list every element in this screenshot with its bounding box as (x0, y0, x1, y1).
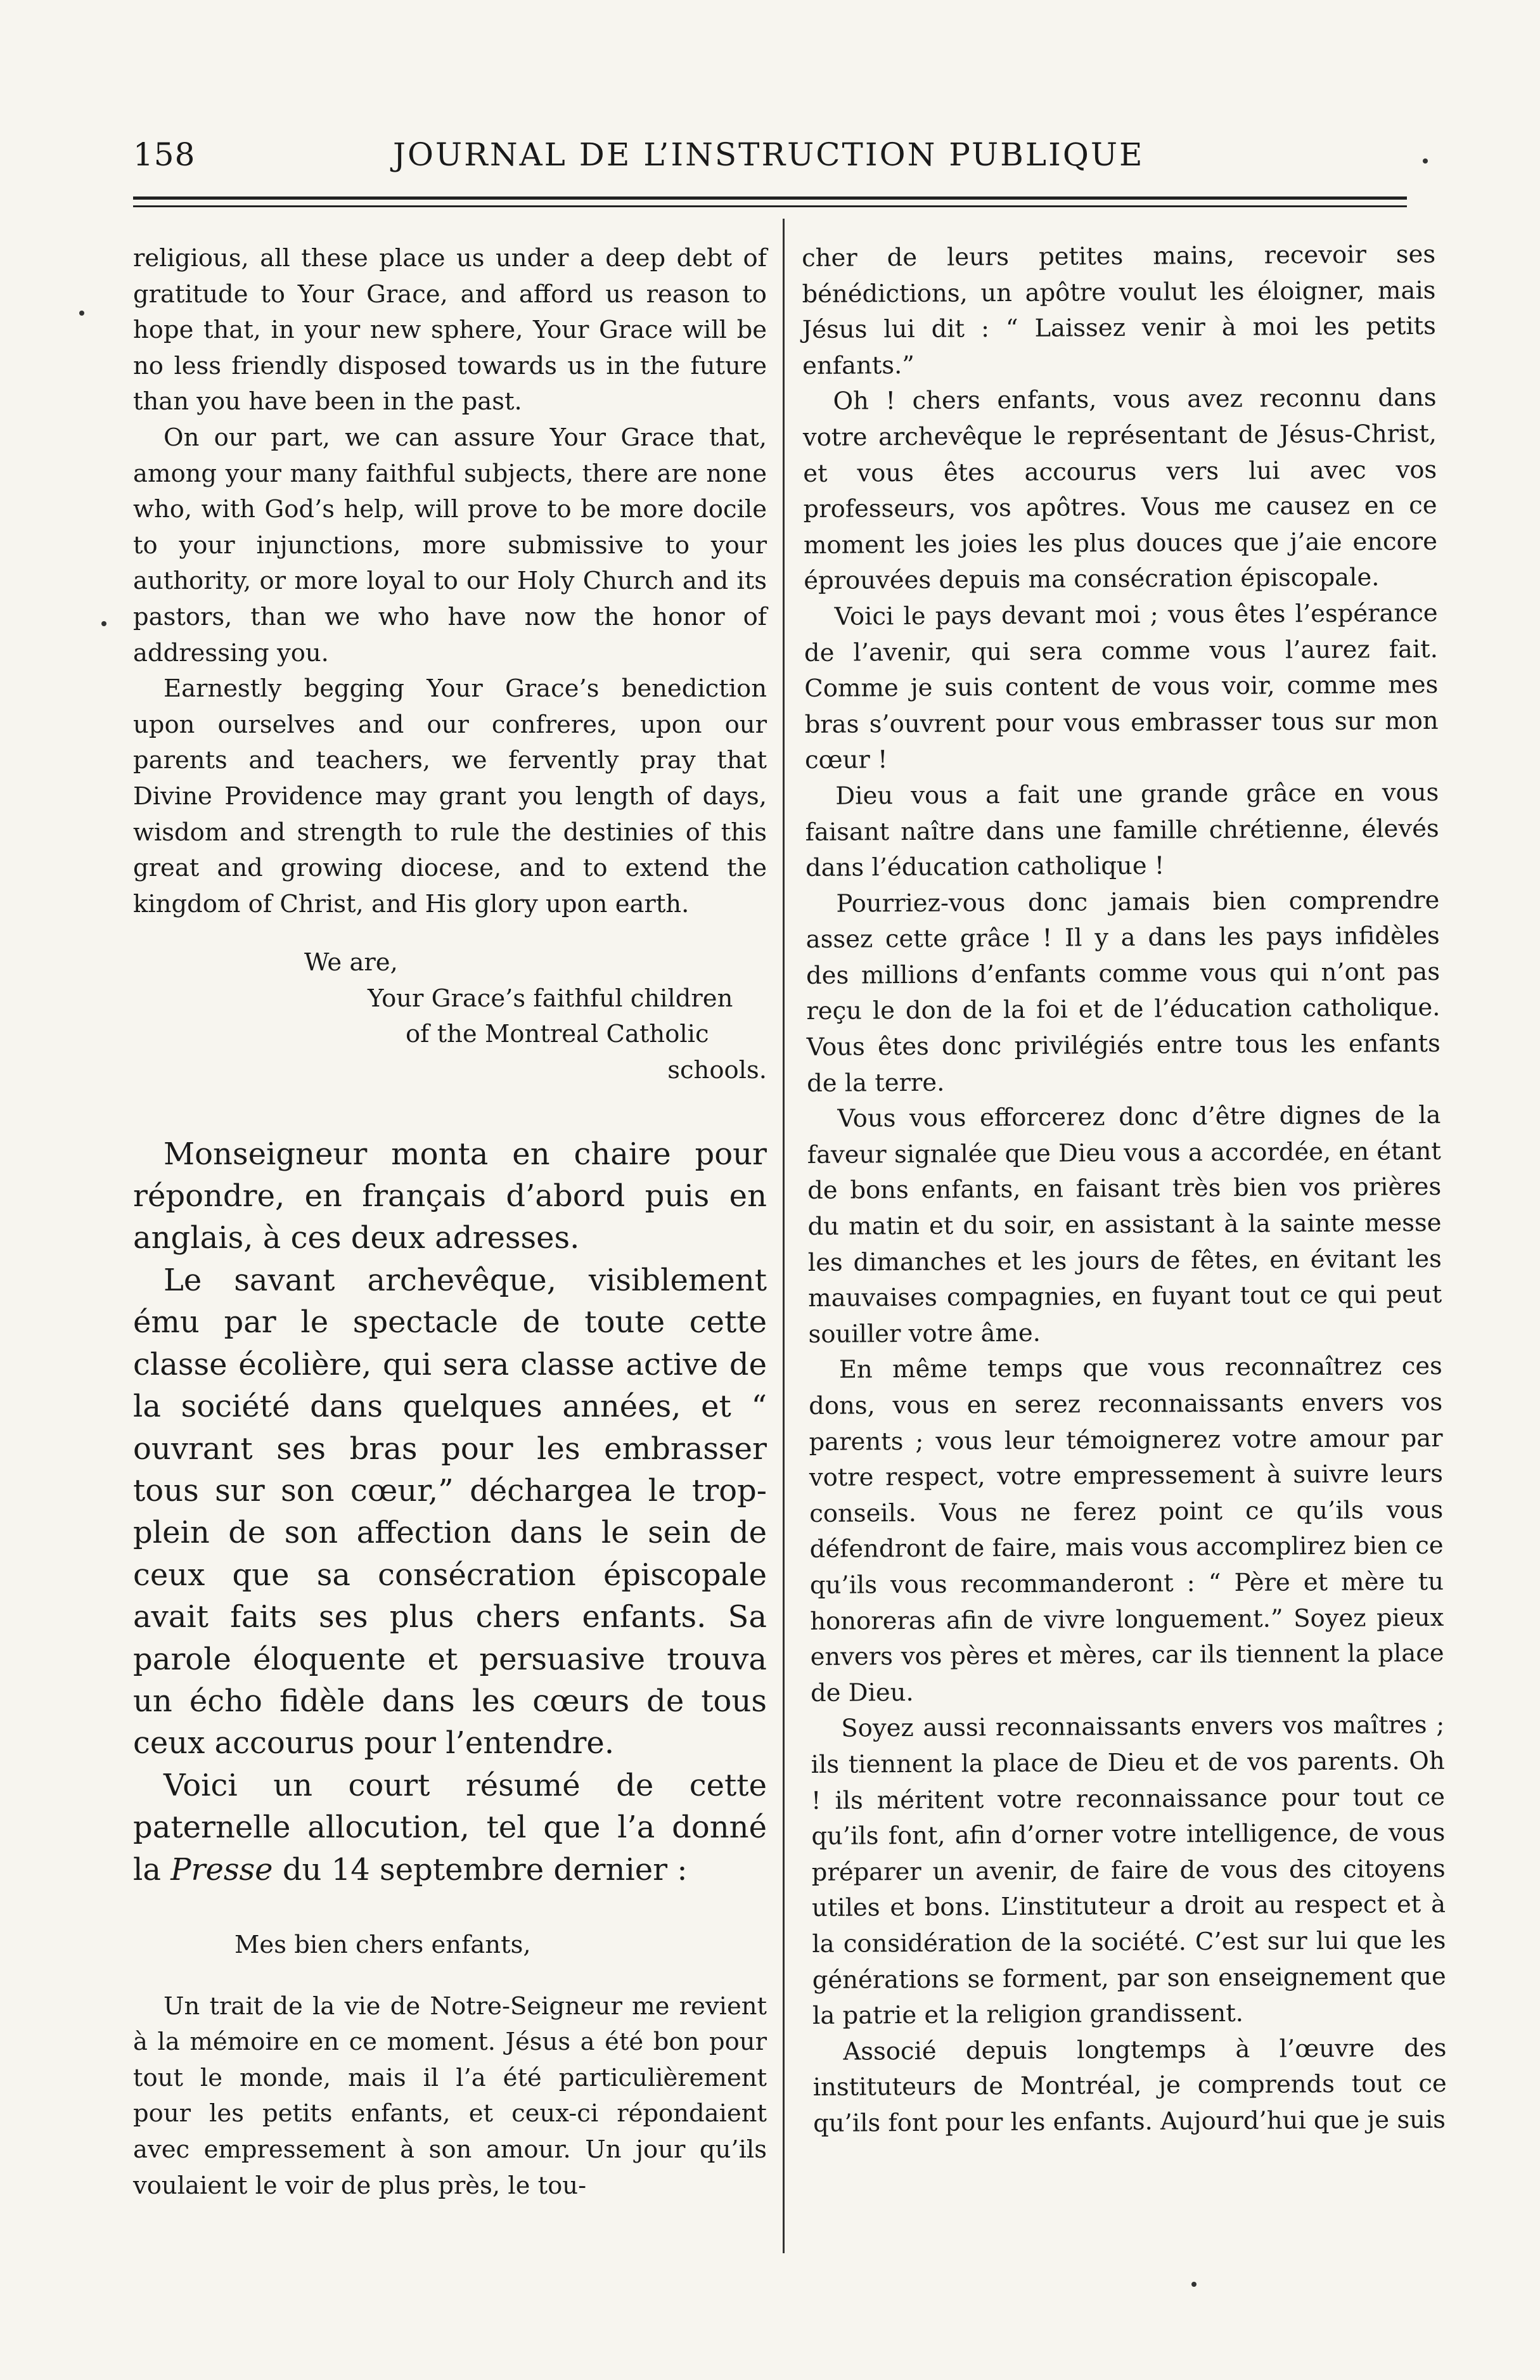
column-divider (783, 219, 785, 2253)
speech-paragraph: Pourriez-vous donc jamais bien comprendre assez cette grâce ! Il y a dans les pays infidèles des millions d’enfants comme vous qui n’ont pas reçu le don de la foi et de l’éducation catholique. Vous êtes donc privilégiés entre tous les enfants de la terre. (805, 885, 1441, 1098)
summary-source: Presse (170, 1851, 273, 1888)
ink-speck (101, 621, 106, 626)
speech-paragraph: Vous vous efforcerez donc d’être dignes de la faveur signalée que Dieu vous a accordée, en étant de bons enfants, en faisant très bien vos prières du matin et du soir, en assistant à la sainte messe les dimanches et les jours de fêtes, en évitant les mauvaises compagnies, en fuyant tout ce qui peut souiller votre âme. (807, 1101, 1442, 1349)
summary-end: du 14 septembre dernier : (273, 1851, 688, 1888)
page-number: 158 (133, 136, 196, 173)
summary-intro: Voici un court résumé de cette paternelle allocution, tel que l’a donné la (133, 1767, 767, 1888)
speech-paragraph: Un trait de la vie de Notre-Seigneur me revient à la mémoire en ce moment. Jésus a été bon pour tout le monde, mais il l’a été particulièrement pour les petits enfants, et ceux-ci répondaient avec empressement à son amour. Un jour qu’ils voulaient le voir de plus près, le tou- (133, 1991, 767, 2200)
salutation: Mes bien chers enfants, (234, 1930, 531, 1959)
address-paragraph: On our part, we can assure Your Grace that, among your many faithful subjects, there are none who, with God’s help, will prove to be more docile to your injunctions, more submissive to your authority, or more loyal to our Holy Church and its pastors, than we who have now the honor of addressing you. (133, 423, 767, 667)
speech-paragraph: Dieu vous a fait une grande grâce en vous faisant naître dans une famille chrétienne, élevés dans l’éducation catholique ! (805, 778, 1439, 883)
running-head: JOURNAL DE L’INSTRUCTION PUBLIQUE (393, 136, 1145, 173)
speech-paragraph: Soyez aussi reconnaissants envers vos maîtres ; ils tiennent la place de Dieu et de vos parents. Oh ! ils méritent votre reconnaissance pour tout ce qu’ils font, afin d’orner votre intelligence, de vous préparer un avenir, de faire de vous des citoyens utiles et bons. L’instituteur a droit au respect et à la considération de la société. C’est sur lui que les générations se forment, par son enseignement que la patrie et la religion grandissent. (811, 1711, 1446, 2031)
speech-paragraph: En même temps que vous reconnaîtrez ces dons, vous en serez reconnaissants envers vos parents ; vous leur témoignerez votre amour par votre respect, votre empressement à suivre leurs conseils. Vous ne ferez point ce qu’ils vous défendront de faire, mais vous accomplirez bien ce qu’ils vous recommanderont : “ Père et mère tu honoreras afin de vivre longuement.” Soyez pieux envers vos pères et mères, car ils tiennent la place de Dieu. (809, 1352, 1444, 1708)
left-column (133, 241, 767, 2204)
signature-line: schools. (667, 1056, 767, 1085)
address-paragraph: Earnestly begging Your Grace’s benediction upon ourselves and our confreres, upon our parents and teachers, we fervently pray that Divine Providence may grant you length of days, wisdom and strength to rule the destinies of this great and growing diocese, and to extend the kingdom of Christ, and His glory upon earth. (133, 674, 767, 918)
speech-paragraph: Associé depuis longtemps à l’œuvre des instituteurs de Montréal, je comprends tout ce qu’ils font pour les enfants. Aujourd’hui que je suis (812, 2033, 1447, 2138)
right-column (802, 237, 1447, 2142)
speech-paragraph: cher de leurs petites mains, recevoir ses bénédictions, un apôtre voulut les éloigner, mais Jésus lui dit : “ Laissez venir à moi les petits enfants.” (802, 240, 1436, 380)
narrative-paragraph: Monseigneur monta en chaire pour répondre, en français d’abord puis en anglais, à ces deux adresses. (133, 1136, 767, 1256)
ink-speck (79, 311, 84, 316)
top-rule-thin (133, 205, 1407, 207)
speech-paragraph: Voici le pays devant moi ; vous êtes l’espérance de l’avenir, qui sera comme vous l’aurez fait. Comme je suis content de vous voir, comme mes bras s’ouvrent pour vous embrasser tous sur mon cœur ! (804, 598, 1439, 775)
signature-line: of the Montreal Catholic (406, 1020, 709, 1049)
ink-speck (1191, 2282, 1197, 2287)
summary-paragraph (133, 1765, 767, 1891)
signature-line: We are, (304, 948, 398, 977)
ink-speck (1423, 158, 1428, 164)
speech-paragraph: Oh ! chers enfants, vous avez reconnu dans votre archevêque le représentant de Jésus-Christ, et vous êtes accourus vers lui avec vos professeurs, vos apôtres. Vous me causez en ce moment les joies les plus douces que j’aie encore éprouvées depuis ma consécration épiscopale. (802, 383, 1438, 596)
signature-line: Your Grace’s faithful children (368, 984, 733, 1013)
top-rule (133, 196, 1407, 200)
address-paragraph: religious, all these place us under a deep debt of gratitude to Your Grace, and afford us reason to hope that, in your new sphere, Your Grace will be no less friendly disposed towards us in the future than you have been in the past. (133, 244, 767, 416)
narrative-paragraph: Le savant archevêque, visiblement ému par le spectacle de toute cette classe écolière, qui sera classe active de la société dans quelques années, et “ ouvrant ses bras pour les embrasser tous sur son cœur,” déchargea le trop-plein de son affection dans le sein de ceux que sa consécration épiscopale avait faits ses plus chers enfants. Sa parole éloquente et persuasive trouva un écho fidèle dans les cœurs de tous ceux accourus pour l’entendre. (133, 1262, 767, 1761)
